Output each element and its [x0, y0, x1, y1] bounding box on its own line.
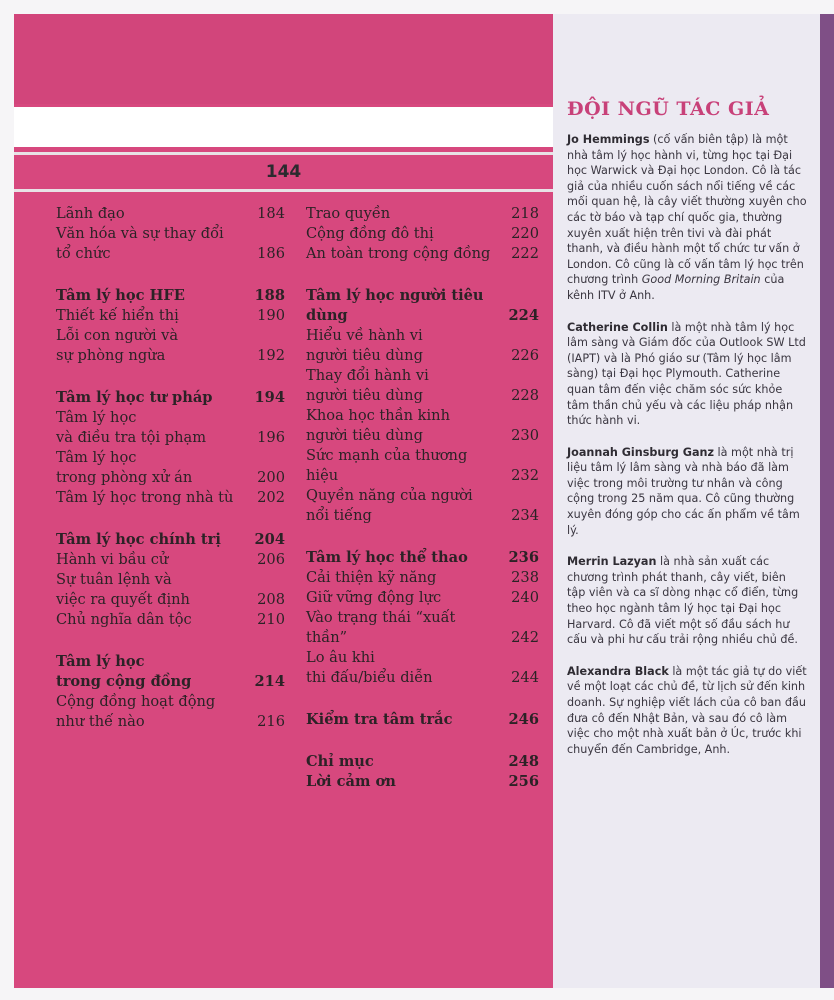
contents-panel — [14, 14, 553, 988]
toc-entry-page: 202 — [257, 489, 285, 506]
toc-gap — [306, 688, 539, 710]
toc-entry-title: Thiết kế hiển thị — [56, 307, 179, 324]
toc-entry-title: Sự tuân lệnh và việc ra quyết định — [56, 571, 190, 608]
toc-entry-page: 224 — [508, 307, 539, 324]
toc-entry-title: Lời cảm ơn — [306, 773, 396, 790]
toc-gap — [306, 730, 539, 752]
toc-entry-title: Vào trạng thái “xuất thần” — [306, 609, 456, 646]
toc-entry — [306, 588, 539, 608]
toc-entry-title: Lỗi con người và sự phòng ngừa — [56, 327, 179, 364]
toc-entry-page: 232 — [511, 467, 539, 484]
toc-section-heading — [306, 286, 539, 326]
toc-entry — [306, 366, 539, 406]
toc-entry-page: 188 — [254, 287, 285, 304]
toc-entry-title: Cộng đồng đô thị — [306, 225, 434, 242]
toc-entry-page: 244 — [511, 669, 539, 686]
toc-entry-title: Sức mạnh của thương hiệu — [306, 447, 468, 484]
author-bio-text: là một nhà tâm lý học lâm sàng và Giám đốc của Outlook SW Ltd (IAPT) và là Phó giáo sư (Tâm lý học lâm sàng) tại Đại học Plymouth. Catherine quan tâm đến việc chăm sóc sức khỏe tâm thần chủ yếu và các liệu pháp nhận thức hành vi. — [567, 320, 806, 428]
toc-gap — [56, 366, 285, 388]
toc-entry-title: Thay đổi hành vi người tiêu dùng — [306, 367, 429, 404]
toc-gap — [56, 630, 285, 652]
toc-entry-title: Hiểu về hành vi người tiêu dùng — [306, 327, 423, 364]
toc-entry-page: 190 — [257, 307, 285, 324]
toc-entry-title: An toàn trong cộng đồng — [306, 245, 491, 262]
author-name: Jo Hemmings — [567, 133, 650, 146]
toc-entry — [306, 608, 539, 648]
toc-entry — [306, 486, 539, 526]
toc-entry-title: Cộng đồng hoạt động như thế nào — [56, 693, 216, 730]
top-band — [14, 14, 553, 104]
toc-entry — [306, 406, 539, 446]
author-name: Merrin Lazyan — [567, 555, 657, 569]
author-bio-text: (cố vấn biên tập) là một nhà tâm lý học hành vi, từng học tại Đại học Warwick và Đại học London. Cô là tác giả của nhiều cuốn sách nổi tiếng về các mối quan hệ, là cây viết thường xuyên cho các tờ báo và tạp chí quốc gia, thường xuyên xuất hiện trên tivi và đài phát thanh, và điều hành một tổ chức tư vấn ở London. Cô cũng là cố vấn tâm lý học trên chương trình — [567, 133, 807, 287]
toc-entry — [306, 204, 539, 224]
toc-entry-page: 256 — [508, 773, 539, 790]
toc-entry-title: Tâm lý học chính trị — [56, 531, 221, 548]
toc-entry-page: 222 — [511, 245, 539, 262]
toc-entry-title: Kiểm tra tâm trắc — [306, 711, 453, 728]
toc-entry — [56, 610, 285, 630]
toc-entry — [306, 224, 539, 244]
toc-entry-title: Lãnh đạo — [56, 205, 125, 222]
toc-entry-title: Văn hóa và sự thay đổi tổ chức — [56, 225, 224, 262]
toc-entry-page: 186 — [257, 245, 285, 262]
author-bio-text: là một tác giả tự do viết về một loạt các chủ đề, từ lịch sử đến kinh doanh. Sự nghiệp viết lách của cô ban đầu đưa cô đến Nhật Bản, và sau đó cô làm việc cho một nhà xuất bản ở Úc, trước khi chuyển đến Cambridge, Anh. — [567, 664, 807, 756]
toc-entry-page: 234 — [511, 507, 539, 524]
toc-entry-page: 210 — [257, 611, 285, 628]
toc-entry-title: Chủ nghĩa dân tộc — [56, 611, 192, 628]
author-bio-italic: Good Morning Britain — [641, 273, 761, 287]
toc-section-heading — [306, 548, 539, 568]
toc-entry-title: Tâm lý học trong phòng xử án — [56, 449, 193, 486]
toc-entry-page: 208 — [257, 591, 285, 608]
toc-entry-page: 240 — [511, 589, 539, 606]
toc-entry — [306, 568, 539, 588]
author-bio — [567, 554, 807, 648]
toc-entry-title: Giữ vững động lực — [306, 589, 442, 606]
toc-entry — [56, 204, 285, 224]
authors-heading: ĐỘI NGŨ TÁC GIẢ — [567, 98, 770, 120]
toc-entry — [56, 550, 285, 570]
author-bio-text: là một nhà trị liệu tâm lý lâm sàng và nhà báo đã làm việc trong môi trường tư nhân và công cộng trong 25 năm qua. Cô cũng thường xuyên đóng góp cho các ấn phẩm về tâm lý. — [567, 445, 800, 537]
toc-entry-page: 230 — [511, 427, 539, 444]
toc-column-right — [306, 204, 539, 792]
author-bio — [567, 320, 807, 429]
toc-gap — [306, 526, 539, 548]
toc-entry — [56, 224, 285, 264]
toc-entry-page: 184 — [257, 205, 285, 222]
author-bio — [567, 664, 807, 758]
toc-entry-title: Cải thiện kỹ năng — [306, 569, 437, 586]
toc-entry-page: 200 — [257, 469, 285, 486]
toc-gap — [56, 264, 285, 286]
toc-entry-title: Tâm lý học thể thao — [306, 549, 468, 566]
toc-section-heading — [306, 752, 539, 772]
page-edge — [820, 14, 834, 988]
toc-entry-page: 218 — [511, 205, 539, 222]
toc-entry-page: 246 — [508, 711, 539, 728]
toc-entry-page: 238 — [511, 569, 539, 586]
toc-entry — [56, 306, 285, 326]
toc-entry-title: Tâm lý học tư pháp — [56, 389, 213, 406]
toc-section-heading — [306, 772, 539, 792]
toc-entry-title: Tâm lý học trong nhà tù — [56, 489, 234, 506]
toc-entry-title: Tâm lý học và điều tra tội phạm — [56, 409, 207, 446]
toc-entry — [306, 244, 539, 264]
toc-entry-page: 242 — [511, 629, 539, 646]
author-bio-text: của kênh ITV ở Anh. — [567, 273, 785, 302]
author-bio-text: là nhà sản xuất các chương trình phát thanh, cây viết, biên tập viên và ca sĩ dòng nhạc cổ điển, từng theo học ngành tâm lý học tại Đại học Harvard. Cô đã viết một số đầu sách hư cấu và phi hư cấu trải rộng nhiều chủ đề. — [567, 555, 799, 647]
toc-entry-page: 228 — [511, 387, 539, 404]
toc-entry-page: 248 — [508, 753, 539, 770]
toc-entry — [56, 326, 285, 366]
toc-entry-page: 194 — [254, 389, 285, 406]
toc-entry-page: 236 — [508, 549, 539, 566]
toc-entry-page: 220 — [511, 225, 539, 242]
toc-entry — [56, 488, 285, 508]
toc-entry-page: 196 — [257, 429, 285, 446]
toc-gap — [56, 508, 285, 530]
toc-entry-page: 192 — [257, 347, 285, 364]
toc-gap — [306, 264, 539, 286]
toc-entry-title: Tâm lý học trong cộng đồng — [56, 653, 192, 690]
author-name: Catherine Collin — [567, 320, 668, 334]
toc-section-heading — [56, 652, 285, 692]
authors-section — [567, 98, 807, 773]
author-bio — [567, 132, 807, 304]
divider — [14, 152, 553, 155]
author-bio — [567, 445, 807, 539]
toc-entry-page: 204 — [254, 531, 285, 548]
toc-section-heading — [56, 530, 285, 550]
page-number: 144 — [265, 162, 302, 182]
toc-entry — [56, 692, 285, 732]
toc-entry-page: 226 — [511, 347, 539, 364]
toc-entry-title: Hành vi bầu cử — [56, 551, 169, 568]
toc-entry-title: Chỉ mục — [306, 753, 374, 770]
toc-column-left — [56, 204, 285, 732]
toc-entry — [306, 648, 539, 688]
author-name: Alexandra Black — [567, 664, 669, 678]
toc-entry-title: Tâm lý học HFE — [56, 287, 185, 304]
toc-entry-title: Trao quyền — [306, 205, 391, 222]
toc-section-heading — [56, 388, 285, 408]
toc-entry-page: 216 — [257, 713, 285, 730]
toc-entry — [56, 408, 285, 448]
toc-entry-title: Lo âu khi thi đấu/biểu diễn — [306, 649, 433, 686]
author-list — [567, 132, 807, 757]
toc-section-heading — [306, 710, 539, 730]
toc-entry — [306, 326, 539, 366]
white-bar — [14, 107, 553, 147]
toc-entry-title: Quyền năng của người nổi tiếng — [306, 487, 473, 524]
author-name: Joannah Ginsburg Ganz — [567, 445, 714, 459]
toc-entry-title: Tâm lý học người tiêu dùng — [306, 287, 484, 324]
toc-entry — [56, 448, 285, 488]
toc-entry-page: 206 — [257, 551, 285, 568]
toc-entry — [306, 446, 539, 486]
divider — [14, 189, 553, 192]
toc-section-heading — [56, 286, 285, 306]
toc-entry-page: 214 — [254, 673, 285, 690]
toc-entry — [56, 570, 285, 610]
toc-entry-title: Khoa học thần kinh người tiêu dùng — [306, 407, 450, 444]
